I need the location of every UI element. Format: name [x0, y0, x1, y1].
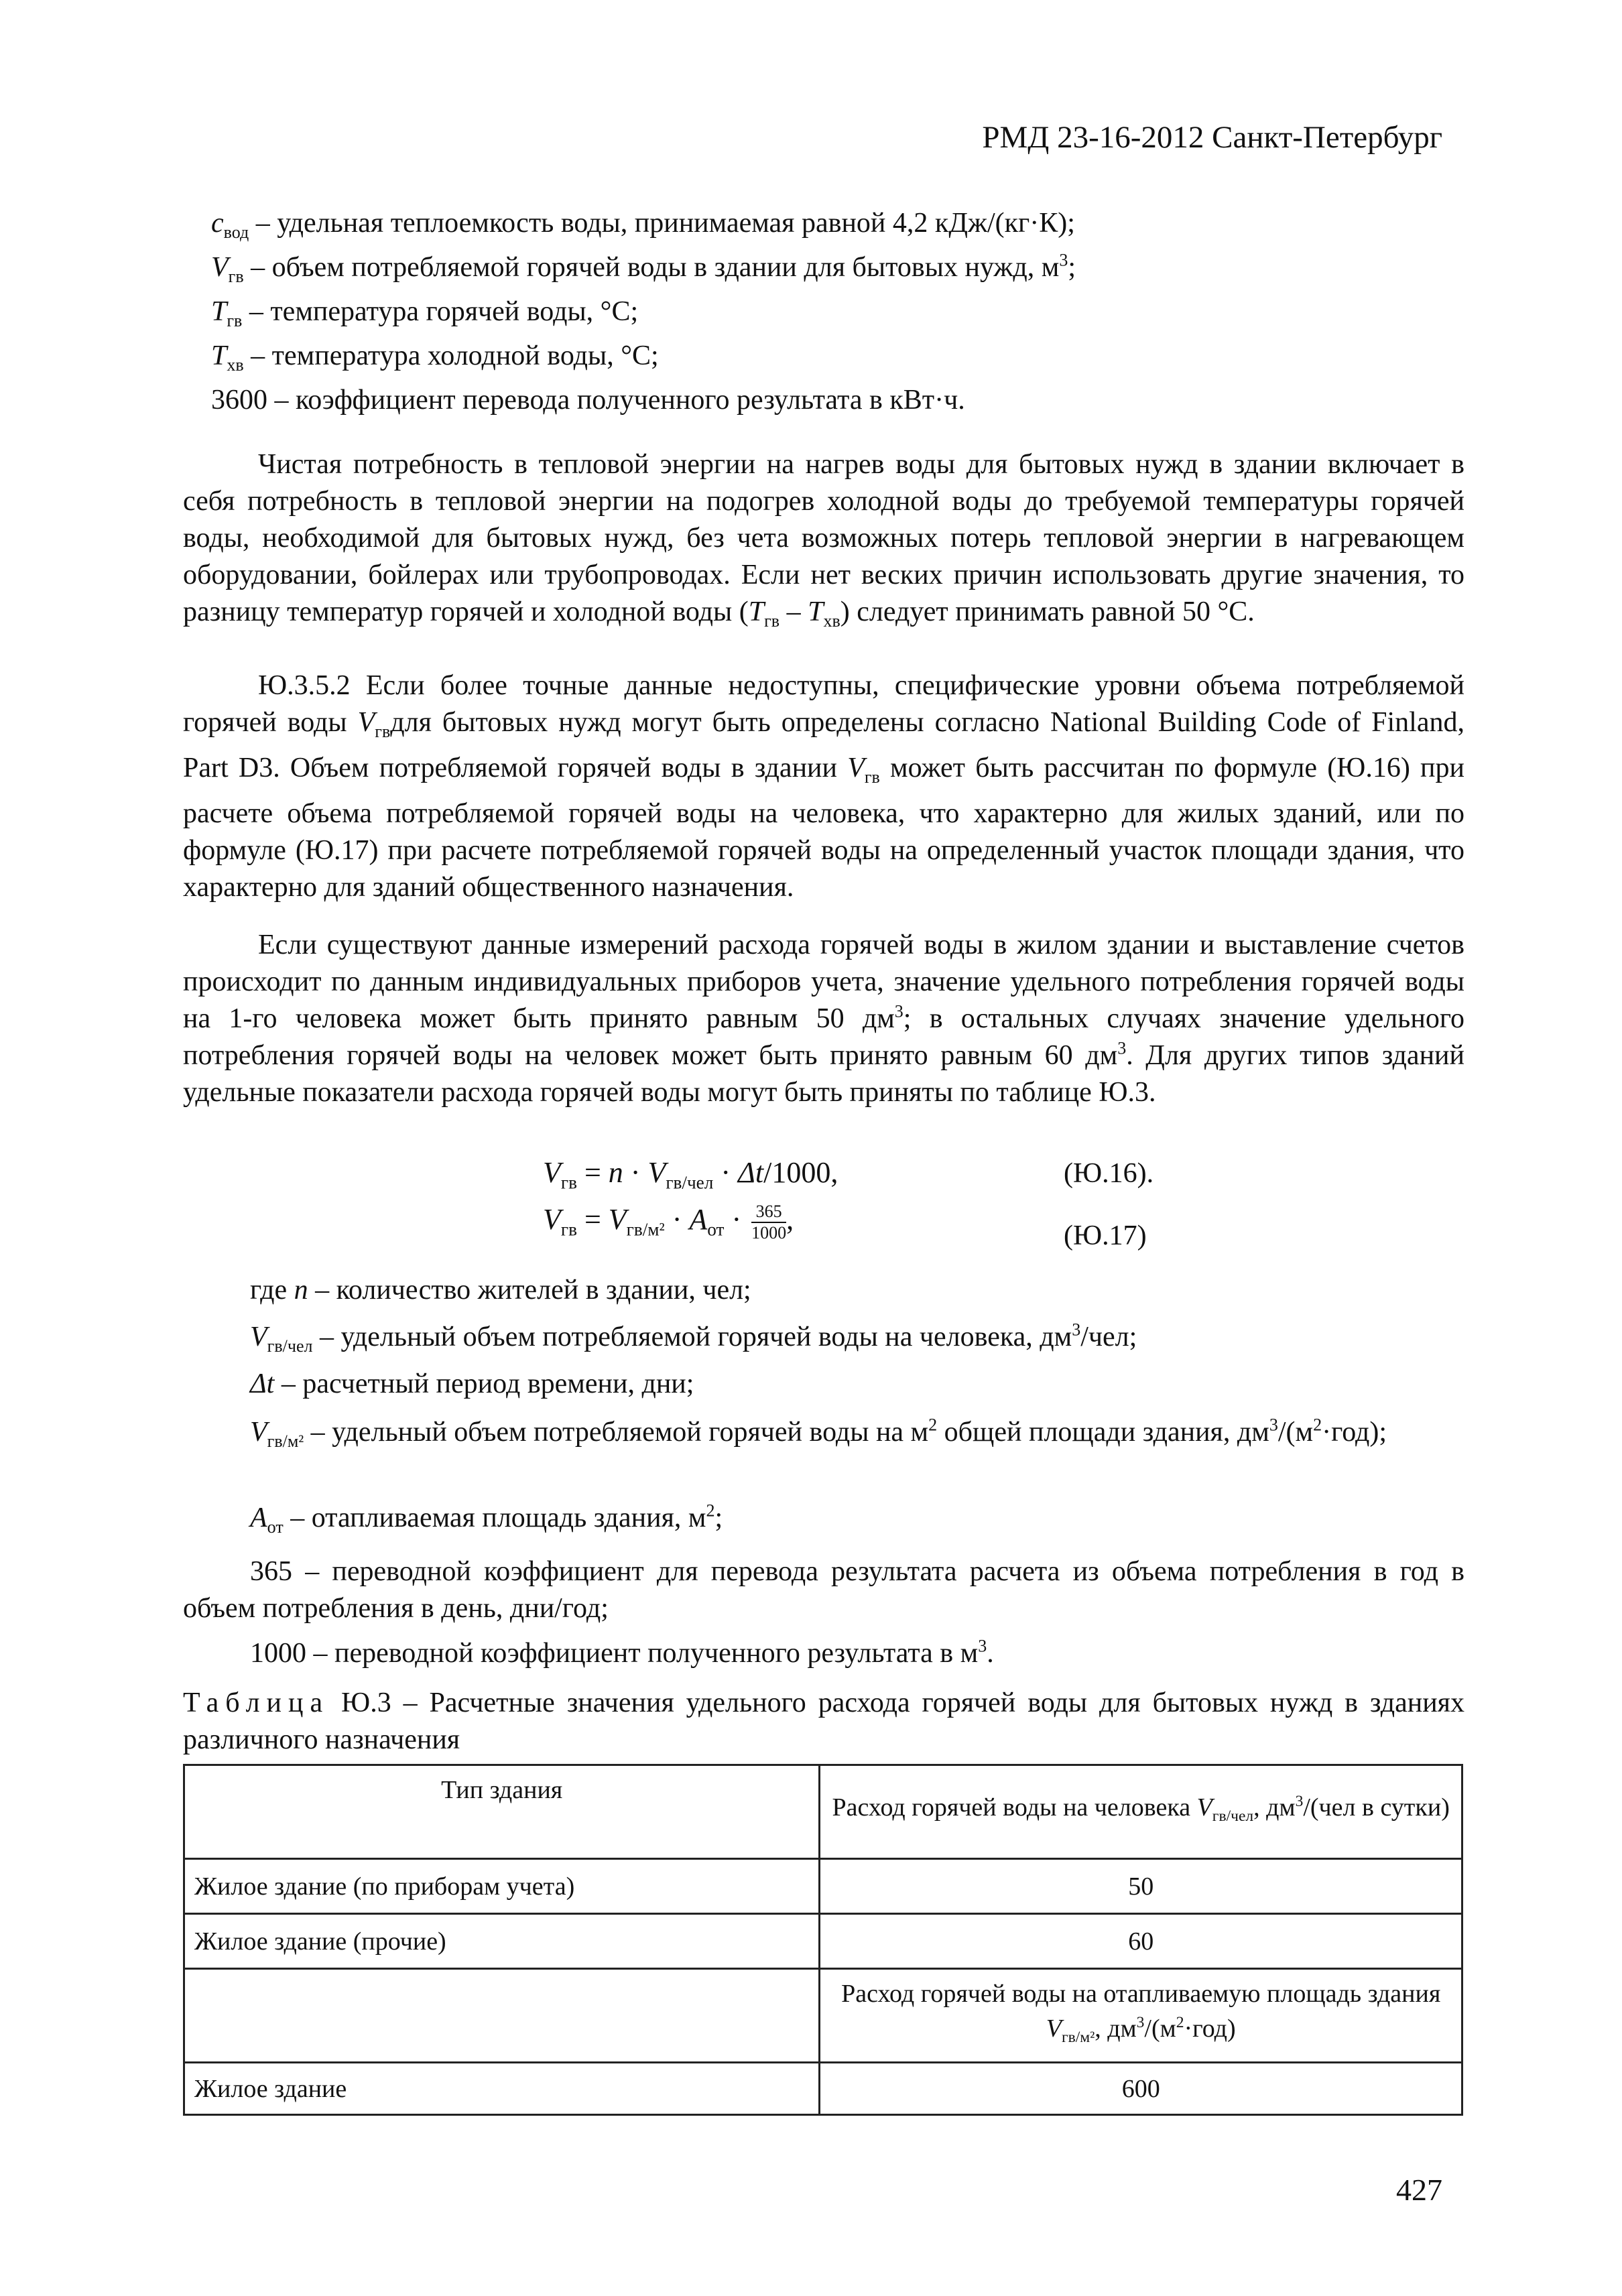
where-dt: Δt – расчетный период времени, дни;	[250, 1368, 694, 1399]
where-list	[250, 1272, 1464, 1413]
row-label: Жилое здание	[184, 2063, 820, 2115]
where-v-gv-chel: $V_{гв/чел}$ – удельный объем потребляемой горячей воды на человека, $дм^3$/чел;	[250, 1320, 1137, 1356]
header-building-type: Тип здания	[184, 1765, 820, 1859]
def-c-vod: $c_{вод}$ – удельная теплоемкость воды, принимаемая равной 4,2 кДж/(кг·К);	[211, 208, 1075, 243]
fraction-365-1000: $\frac{365}{1000}$	[751, 1201, 787, 1242]
table-header-row	[184, 1765, 1462, 1859]
row-label: Жилое здание (прочие)	[184, 1914, 820, 1969]
table-row	[184, 1914, 1462, 1969]
page-number: 427	[1396, 2173, 1442, 2207]
empty-cell	[184, 1969, 820, 2063]
formula-16-number: (Ю.16).	[1064, 1158, 1154, 1189]
where-1000: 1000 – переводной коэффициент полученного результата в $м^3$.	[250, 1636, 994, 1669]
paragraph-measurements: Если существуют данные измерений расхода горячей воды в жилом здании и выставление счетов происходит по данным индивидуальных приборов учета, значение удельного потребления горячей воды на 1-го человека может быть принято равным 50 $дм^3$; в остальных случаях значение удельного потребления горячей воды на человек может быть принято равным 60 $дм^3$. Для других типов зданий удельные показатели расхода горячей воды могут быть приняты по таблице Ю.3.	[183, 930, 1464, 1108]
row-value: 600	[820, 2063, 1462, 2115]
def-v-gv: $V_{гв}$ – объем потребляемой горячей воды в здании для бытовых нужд, $м^3$;	[211, 250, 1076, 287]
page-header: РМД 23-16-2012 Санкт-Петербург	[982, 120, 1442, 155]
def-3600: 3600 – коэффициент перевода полученного результата в кВт·ч.	[211, 385, 965, 416]
table-row	[184, 2063, 1462, 2115]
def-t-hv: $T_{хв}$ – температура холодной воды, °С;	[211, 340, 659, 375]
paragraph-3-5-2: Ю.3.5.2 Если более точные данные недоступны, специфические уровни объема потребляемой горячей воды $V_{гв}для$ бытовых нужд могут быть определены согласно National Building Code of Finland, Part D3. Объем потребляемой горячей воды в здании $V_{гв}$ может быть рассчитан по формуле (Ю.16) при расчете объема потребляемой горячей воды на человека, что характерно для жилых зданий, или по формуле (Ю.17) при расчете потребляемой горячей воды на определенный участок площади здания, что характерно для зданий общественного назначения.	[183, 670, 1464, 903]
where-n: где n – количество жителей в здании, чел;	[250, 1275, 751, 1305]
def-t-gv: $T_{гв}$ – температура горячей воды, °С;	[211, 296, 639, 331]
table-hot-water	[183, 1764, 1463, 2116]
formula-17: $V_{гв} = V_{гв/м^2} \cdot A_{от}$ · $\frac{365}{1000}$ ,	[543, 1201, 794, 1242]
row-label: Жилое здание (по приборам учета)	[184, 1859, 820, 1914]
paragraph-net-demand: Чистая потребность в тепловой энергии на нагрев воды для бытовых нужд в здании включает в себя потребность в тепловой энергии на подогрев холодной воды до требуемой температуры горячей воды, необходимой для бытовых нужд, без чета возможных потерь тепловой энергии в нагревающем оборудовании, бойлерах или трубопроводах. Если нет веских причин использовать другие значения, то разницу температур горячей и холодной воды $(T_{гв} - T_{хв})$ следует принимать равной 50 °С.	[183, 449, 1464, 631]
header-per-person: Расход горячей воды на человека $V_{гв/чел}$, $дм^3/(чел$ в сутки)	[820, 1765, 1462, 1859]
formula-17-number: (Ю.17)	[1064, 1220, 1147, 1251]
where-365: 365 – переводной коэффициент для перевода результата расчета из объема потребления в год в объем потребления в день, дни/год;	[183, 1556, 1464, 1624]
formula-16: $V_{гв} = n \cdot V_{гв/чел} \cdot \Delta t/1000$,	[543, 1156, 838, 1193]
definitions-top	[211, 205, 1351, 426]
table-caption: Таблица Ю.3 – Расчетные значения удельного расхода горячей воды для бытовых нужд в зданиях различного назначения	[183, 1687, 1464, 1755]
table-row	[184, 1859, 1462, 1914]
where-v-gv-m2: $V_{гв/м^2}$ – удельный объем потребляемой горячей воды на $м^2$ общей площади здания, $дм^3/(м^2\cdot год)$;	[250, 1415, 1387, 1452]
header-per-area: Расход горячей воды на отапливаемую площадь здания $V_{гв/м^2}$, $дм^3/(м^2\cdot год)$	[820, 1969, 1462, 2063]
table-subheader-row	[184, 1969, 1462, 2063]
where-a-ot: $A_{от}$ – отапливаемая площадь здания, $м^2$;	[250, 1501, 723, 1537]
row-value: 60	[820, 1914, 1462, 1969]
row-value: 50	[820, 1859, 1462, 1914]
